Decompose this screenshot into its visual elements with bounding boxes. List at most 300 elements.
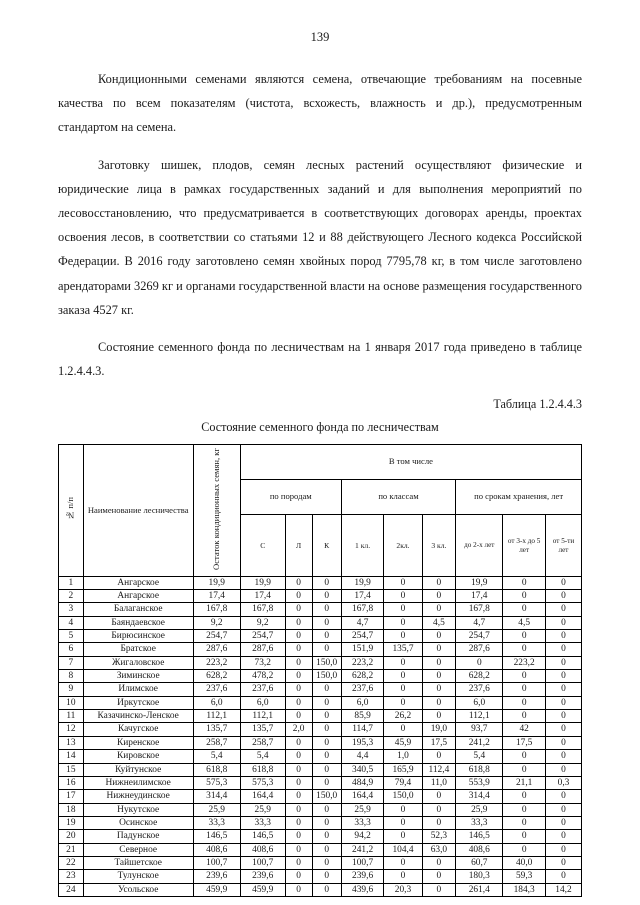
cell-species-k: 0 [312, 576, 341, 589]
cell-class-3: 0 [422, 603, 456, 616]
cell-storage-1: 60,7 [456, 856, 503, 869]
cell-species-k: 0 [312, 603, 341, 616]
cell-remainder: 459,9 [193, 883, 240, 896]
cell-species-l: 0 [285, 883, 312, 896]
cell-class-3: 0 [422, 790, 456, 803]
cell-storage-2: 223,2 [503, 656, 546, 669]
cell-num: 19 [59, 816, 84, 829]
cell-class-1: 17,4 [341, 590, 384, 603]
cell-storage-2: 0 [503, 790, 546, 803]
cell-storage-3: 0,3 [545, 776, 581, 789]
cell-class-2: 1,0 [384, 750, 422, 763]
cell-storage-3: 14,2 [545, 883, 581, 896]
cell-species-l: 0 [285, 816, 312, 829]
cell-class-1: 151,9 [341, 643, 384, 656]
cell-num: 13 [59, 736, 84, 749]
cell-class-3: 0 [422, 670, 456, 683]
cell-num: 22 [59, 856, 84, 869]
cell-storage-1: 19,9 [456, 576, 503, 589]
cell-remainder: 239,6 [193, 870, 240, 883]
cell-storage-3: 0 [545, 710, 581, 723]
cell-species-s: 146,5 [240, 830, 285, 843]
cell-num: 16 [59, 776, 84, 789]
table-row [59, 803, 582, 816]
cell-class-2: 0 [384, 603, 422, 616]
cell-class-3: 0 [422, 883, 456, 896]
cell-species-k: 0 [312, 830, 341, 843]
paragraph-1: Кондиционными семенами являются семена, отвечающие требованиям на посевные качества по всем показателям (чистота, всхожесть, влажность и др.), предусмотренным стандартом на семена. [58, 72, 582, 135]
cell-species-s: 100,7 [240, 856, 285, 869]
cell-class-2: 0 [384, 683, 422, 696]
cell-species-k: 0 [312, 883, 341, 896]
cell-name: Иркутское [83, 696, 193, 709]
cell-class-2: 135,7 [384, 643, 422, 656]
header-num: № п/п [59, 445, 84, 576]
table-row [59, 590, 582, 603]
cell-storage-1: 4,7 [456, 616, 503, 629]
table-row [59, 816, 582, 829]
table-row [59, 723, 582, 736]
cell-remainder: 223,2 [193, 656, 240, 669]
cell-storage-2: 0 [503, 816, 546, 829]
cell-class-1: 164,4 [341, 790, 384, 803]
cell-species-s: 618,8 [240, 763, 285, 776]
table-row [59, 576, 582, 589]
cell-species-s: 6,0 [240, 696, 285, 709]
cell-num: 8 [59, 670, 84, 683]
table-row [59, 643, 582, 656]
header-storage-2: от 3-х до 5 лет [503, 514, 546, 576]
cell-storage-3: 0 [545, 750, 581, 763]
cell-species-k: 0 [312, 643, 341, 656]
cell-storage-1: 408,6 [456, 843, 503, 856]
cell-class-2: 0 [384, 830, 422, 843]
cell-class-2: 0 [384, 670, 422, 683]
table-row [59, 883, 582, 896]
cell-num: 3 [59, 603, 84, 616]
cell-storage-1: 0 [456, 656, 503, 669]
cell-class-3: 0 [422, 643, 456, 656]
cell-species-l: 0 [285, 870, 312, 883]
cell-class-1: 6,0 [341, 696, 384, 709]
cell-name: Нижнеилимское [83, 776, 193, 789]
cell-remainder: 408,6 [193, 843, 240, 856]
cell-class-1: 239,6 [341, 870, 384, 883]
cell-storage-3: 0 [545, 736, 581, 749]
cell-species-s: 287,6 [240, 643, 285, 656]
cell-species-l: 0 [285, 830, 312, 843]
cell-name: Падунское [83, 830, 193, 843]
cell-class-2: 0 [384, 803, 422, 816]
table-row [59, 736, 582, 749]
cell-remainder: 33,3 [193, 816, 240, 829]
cell-num: 24 [59, 883, 84, 896]
cell-storage-3: 0 [545, 590, 581, 603]
cell-num: 6 [59, 643, 84, 656]
cell-class-3: 0 [422, 750, 456, 763]
header-name: Наименование лесничества [83, 445, 193, 576]
cell-storage-2: 0 [503, 803, 546, 816]
cell-species-s: 459,9 [240, 883, 285, 896]
cell-storage-2: 0 [503, 630, 546, 643]
cell-class-1: 195,3 [341, 736, 384, 749]
cell-species-k: 0 [312, 843, 341, 856]
cell-storage-1: 180,3 [456, 870, 503, 883]
header-storage-3: от 5-ти лет [545, 514, 581, 576]
cell-class-3: 4,5 [422, 616, 456, 629]
cell-class-1: 167,8 [341, 603, 384, 616]
paragraph-3: Состояние семенного фонда по лесничествам на 1 января 2017 года приведено в таблице 1.2.4.4.3. [58, 339, 582, 379]
table-body [59, 576, 582, 896]
cell-species-k: 0 [312, 590, 341, 603]
cell-class-1: 628,2 [341, 670, 384, 683]
cell-storage-2: 0 [503, 763, 546, 776]
cell-storage-2: 0 [503, 843, 546, 856]
cell-num: 5 [59, 630, 84, 643]
cell-remainder: 575,3 [193, 776, 240, 789]
cell-name: Осинское [83, 816, 193, 829]
cell-num: 17 [59, 790, 84, 803]
cell-class-1: 241,2 [341, 843, 384, 856]
cell-class-1: 19,9 [341, 576, 384, 589]
cell-species-l: 0 [285, 603, 312, 616]
table-row [59, 776, 582, 789]
cell-species-l: 2,0 [285, 723, 312, 736]
cell-class-1: 85,9 [341, 710, 384, 723]
cell-species-l: 0 [285, 630, 312, 643]
cell-class-3: 0 [422, 576, 456, 589]
cell-class-2: 165,9 [384, 763, 422, 776]
cell-remainder: 258,7 [193, 736, 240, 749]
cell-storage-3: 0 [545, 856, 581, 869]
cell-storage-3: 0 [545, 790, 581, 803]
cell-remainder: 135,7 [193, 723, 240, 736]
cell-name: Северное [83, 843, 193, 856]
cell-num: 21 [59, 843, 84, 856]
cell-class-2: 0 [384, 616, 422, 629]
cell-storage-3: 0 [545, 816, 581, 829]
cell-class-1: 4,7 [341, 616, 384, 629]
cell-class-2: 0 [384, 656, 422, 669]
cell-storage-2: 0 [503, 683, 546, 696]
cell-class-3: 112,4 [422, 763, 456, 776]
cell-num: 18 [59, 803, 84, 816]
cell-storage-2: 4,5 [503, 616, 546, 629]
cell-remainder: 19,9 [193, 576, 240, 589]
cell-storage-1: 254,7 [456, 630, 503, 643]
cell-storage-1: 25,9 [456, 803, 503, 816]
cell-class-3: 0 [422, 656, 456, 669]
cell-species-s: 112,1 [240, 710, 285, 723]
cell-num: 12 [59, 723, 84, 736]
cell-class-1: 340,5 [341, 763, 384, 776]
cell-storage-2: 0 [503, 603, 546, 616]
cell-storage-3: 0 [545, 576, 581, 589]
cell-species-k: 0 [312, 803, 341, 816]
cell-class-1: 439,6 [341, 883, 384, 896]
cell-species-l: 0 [285, 643, 312, 656]
cell-class-3: 19,0 [422, 723, 456, 736]
cell-class-2: 0 [384, 590, 422, 603]
cell-storage-2: 0 [503, 750, 546, 763]
cell-species-k: 0 [312, 816, 341, 829]
header-species-k: К [312, 514, 341, 576]
cell-species-l: 0 [285, 736, 312, 749]
cell-species-s: 164,4 [240, 790, 285, 803]
cell-species-k: 150,0 [312, 656, 341, 669]
cell-species-s: 167,8 [240, 603, 285, 616]
cell-name: Качугское [83, 723, 193, 736]
cell-species-s: 33,3 [240, 816, 285, 829]
cell-storage-2: 0 [503, 830, 546, 843]
cell-remainder: 9,2 [193, 616, 240, 629]
cell-storage-1: 17,4 [456, 590, 503, 603]
cell-species-s: 408,6 [240, 843, 285, 856]
cell-storage-2: 0 [503, 670, 546, 683]
cell-species-s: 239,6 [240, 870, 285, 883]
cell-class-1: 100,7 [341, 856, 384, 869]
cell-num: 23 [59, 870, 84, 883]
table-caption: Таблица 1.2.4.4.3 [493, 397, 582, 412]
table-row [59, 603, 582, 616]
cell-storage-2: 0 [503, 643, 546, 656]
cell-species-k: 0 [312, 723, 341, 736]
header-species-s: С [240, 514, 285, 576]
cell-storage-1: 33,3 [456, 816, 503, 829]
cell-class-2: 0 [384, 696, 422, 709]
cell-species-k: 0 [312, 750, 341, 763]
cell-species-k: 0 [312, 616, 341, 629]
cell-class-2: 104,4 [384, 843, 422, 856]
cell-class-1: 237,6 [341, 683, 384, 696]
cell-species-s: 25,9 [240, 803, 285, 816]
cell-storage-3: 0 [545, 683, 581, 696]
cell-species-s: 478,2 [240, 670, 285, 683]
cell-class-1: 114,7 [341, 723, 384, 736]
cell-species-l: 0 [285, 856, 312, 869]
table-row [59, 630, 582, 643]
cell-storage-1: 314,4 [456, 790, 503, 803]
cell-class-3: 52,3 [422, 830, 456, 843]
cell-class-1: 25,9 [341, 803, 384, 816]
cell-name: Тулунское [83, 870, 193, 883]
cell-species-k: 0 [312, 736, 341, 749]
cell-class-2: 0 [384, 630, 422, 643]
cell-class-2: 26,2 [384, 710, 422, 723]
table-row [59, 870, 582, 883]
cell-storage-2: 0 [503, 590, 546, 603]
cell-species-s: 237,6 [240, 683, 285, 696]
cell-name: Илимское [83, 683, 193, 696]
cell-storage-1: 6,0 [456, 696, 503, 709]
cell-species-l: 0 [285, 750, 312, 763]
cell-storage-2: 17,5 [503, 736, 546, 749]
header-storage-1: до 2-х лет [456, 514, 503, 576]
cell-species-s: 73,2 [240, 656, 285, 669]
cell-species-s: 135,7 [240, 723, 285, 736]
cell-storage-2: 0 [503, 696, 546, 709]
cell-storage-1: 241,2 [456, 736, 503, 749]
header-by-species: по породам [240, 480, 341, 515]
cell-remainder: 6,0 [193, 696, 240, 709]
cell-storage-3: 0 [545, 643, 581, 656]
cell-name: Усольское [83, 883, 193, 896]
cell-remainder: 618,8 [193, 763, 240, 776]
header-species-l: Л [285, 514, 312, 576]
cell-class-2: 0 [384, 723, 422, 736]
cell-name: Бирюсинское [83, 630, 193, 643]
cell-species-k: 0 [312, 776, 341, 789]
cell-storage-3: 0 [545, 763, 581, 776]
header-remainder: Остаток кондиционных семян, кг [193, 445, 240, 576]
cell-class-2: 79,4 [384, 776, 422, 789]
cell-species-l: 0 [285, 776, 312, 789]
cell-remainder: 5,4 [193, 750, 240, 763]
cell-storage-3: 0 [545, 616, 581, 629]
cell-storage-1: 167,8 [456, 603, 503, 616]
cell-storage-3: 0 [545, 830, 581, 843]
cell-species-k: 0 [312, 710, 341, 723]
cell-remainder: 167,8 [193, 603, 240, 616]
table-row [59, 710, 582, 723]
cell-remainder: 237,6 [193, 683, 240, 696]
cell-num: 20 [59, 830, 84, 843]
paragraph-2: Заготовку шишек, плодов, семян лесных растений осуществляют физические и юридические лица в рамках государственных заданий и для выполнения мероприятий по лесовосстановлению, что предусматривается в соответствующих договорах аренды, проектах освоения лесов, в соответствии со статьями 12 и 88 действующего Лесного кодекса Российской Федерации. В 2016 году заготовлено семян хвойных пород 7795,78 кг, в том числе заготовлено арендаторами 3269 кг и органами государственной власти на основе размещения государственного заказа 4527 кг. [58, 157, 582, 317]
cell-species-l: 0 [285, 763, 312, 776]
cell-species-k: 150,0 [312, 790, 341, 803]
cell-num: 11 [59, 710, 84, 723]
table-row [59, 616, 582, 629]
table-row [59, 750, 582, 763]
cell-remainder: 112,1 [193, 710, 240, 723]
cell-class-1: 223,2 [341, 656, 384, 669]
table-row [59, 763, 582, 776]
cell-species-l: 0 [285, 670, 312, 683]
cell-name: Ангарское [83, 576, 193, 589]
cell-storage-2: 42 [503, 723, 546, 736]
cell-class-2: 20,3 [384, 883, 422, 896]
table-row [59, 670, 582, 683]
cell-storage-1: 628,2 [456, 670, 503, 683]
cell-name: Баяндаевское [83, 616, 193, 629]
cell-species-k: 0 [312, 683, 341, 696]
cell-class-3: 63,0 [422, 843, 456, 856]
cell-name: Киренское [83, 736, 193, 749]
cell-storage-3: 0 [545, 843, 581, 856]
cell-name: Кировское [83, 750, 193, 763]
cell-name: Балаганское [83, 603, 193, 616]
cell-name: Тайшетское [83, 856, 193, 869]
cell-species-k: 0 [312, 870, 341, 883]
cell-class-3: 0 [422, 803, 456, 816]
cell-name: Зиминское [83, 670, 193, 683]
cell-class-3: 11,0 [422, 776, 456, 789]
cell-remainder: 628,2 [193, 670, 240, 683]
cell-storage-3: 0 [545, 803, 581, 816]
cell-species-k: 150,0 [312, 670, 341, 683]
page-number: 139 [310, 30, 330, 44]
cell-storage-2: 59,3 [503, 870, 546, 883]
cell-class-3: 0 [422, 683, 456, 696]
cell-storage-1: 618,8 [456, 763, 503, 776]
cell-species-k: 0 [312, 763, 341, 776]
cell-storage-2: 0 [503, 710, 546, 723]
cell-storage-1: 287,6 [456, 643, 503, 656]
cell-storage-1: 146,5 [456, 830, 503, 843]
cell-species-l: 0 [285, 576, 312, 589]
cell-storage-1: 237,6 [456, 683, 503, 696]
cell-storage-1: 93,7 [456, 723, 503, 736]
header-class-1: 1 кл. [341, 514, 384, 576]
cell-class-3: 0 [422, 630, 456, 643]
cell-name: Куйтунское [83, 763, 193, 776]
header-class-2: 2кл. [384, 514, 422, 576]
cell-num: 4 [59, 616, 84, 629]
cell-species-s: 9,2 [240, 616, 285, 629]
cell-species-l: 0 [285, 803, 312, 816]
cell-species-k: 0 [312, 856, 341, 869]
cell-name: Казачинско-Ленское [83, 710, 193, 723]
cell-num: 7 [59, 656, 84, 669]
cell-remainder: 287,6 [193, 643, 240, 656]
cell-class-1: 484,9 [341, 776, 384, 789]
cell-class-3: 0 [422, 870, 456, 883]
cell-num: 2 [59, 590, 84, 603]
cell-species-l: 0 [285, 683, 312, 696]
cell-storage-2: 0 [503, 576, 546, 589]
cell-class-2: 0 [384, 870, 422, 883]
cell-species-l: 0 [285, 790, 312, 803]
cell-species-l: 0 [285, 696, 312, 709]
header-by-class: по классам [341, 480, 455, 515]
cell-species-k: 0 [312, 630, 341, 643]
cell-remainder: 314,4 [193, 790, 240, 803]
cell-num: 1 [59, 576, 84, 589]
cell-storage-1: 5,4 [456, 750, 503, 763]
cell-name: Ангарское [83, 590, 193, 603]
cell-species-s: 258,7 [240, 736, 285, 749]
table-title: Состояние семенного фонда по лесничествам [201, 420, 439, 435]
cell-name: Братское [83, 643, 193, 656]
cell-num: 14 [59, 750, 84, 763]
header-in-total: В том числе [240, 445, 581, 480]
cell-class-2: 0 [384, 576, 422, 589]
cell-name: Нукутское [83, 803, 193, 816]
table-row [59, 856, 582, 869]
cell-storage-3: 0 [545, 656, 581, 669]
table-header-row-1 [59, 445, 582, 480]
cell-storage-1: 261,4 [456, 883, 503, 896]
cell-species-s: 5,4 [240, 750, 285, 763]
cell-species-l: 0 [285, 590, 312, 603]
cell-remainder: 17,4 [193, 590, 240, 603]
cell-storage-3: 0 [545, 670, 581, 683]
cell-class-3: 0 [422, 696, 456, 709]
cell-num: 9 [59, 683, 84, 696]
cell-storage-3: 0 [545, 870, 581, 883]
cell-class-1: 254,7 [341, 630, 384, 643]
cell-class-1: 94,2 [341, 830, 384, 843]
cell-species-l: 0 [285, 710, 312, 723]
cell-class-3: 17,5 [422, 736, 456, 749]
cell-class-2: 0 [384, 856, 422, 869]
cell-name: Нижнеудинское [83, 790, 193, 803]
cell-remainder: 254,7 [193, 630, 240, 643]
cell-species-l: 0 [285, 843, 312, 856]
table-row [59, 656, 582, 669]
cell-class-1: 4,4 [341, 750, 384, 763]
cell-class-2: 0 [384, 816, 422, 829]
